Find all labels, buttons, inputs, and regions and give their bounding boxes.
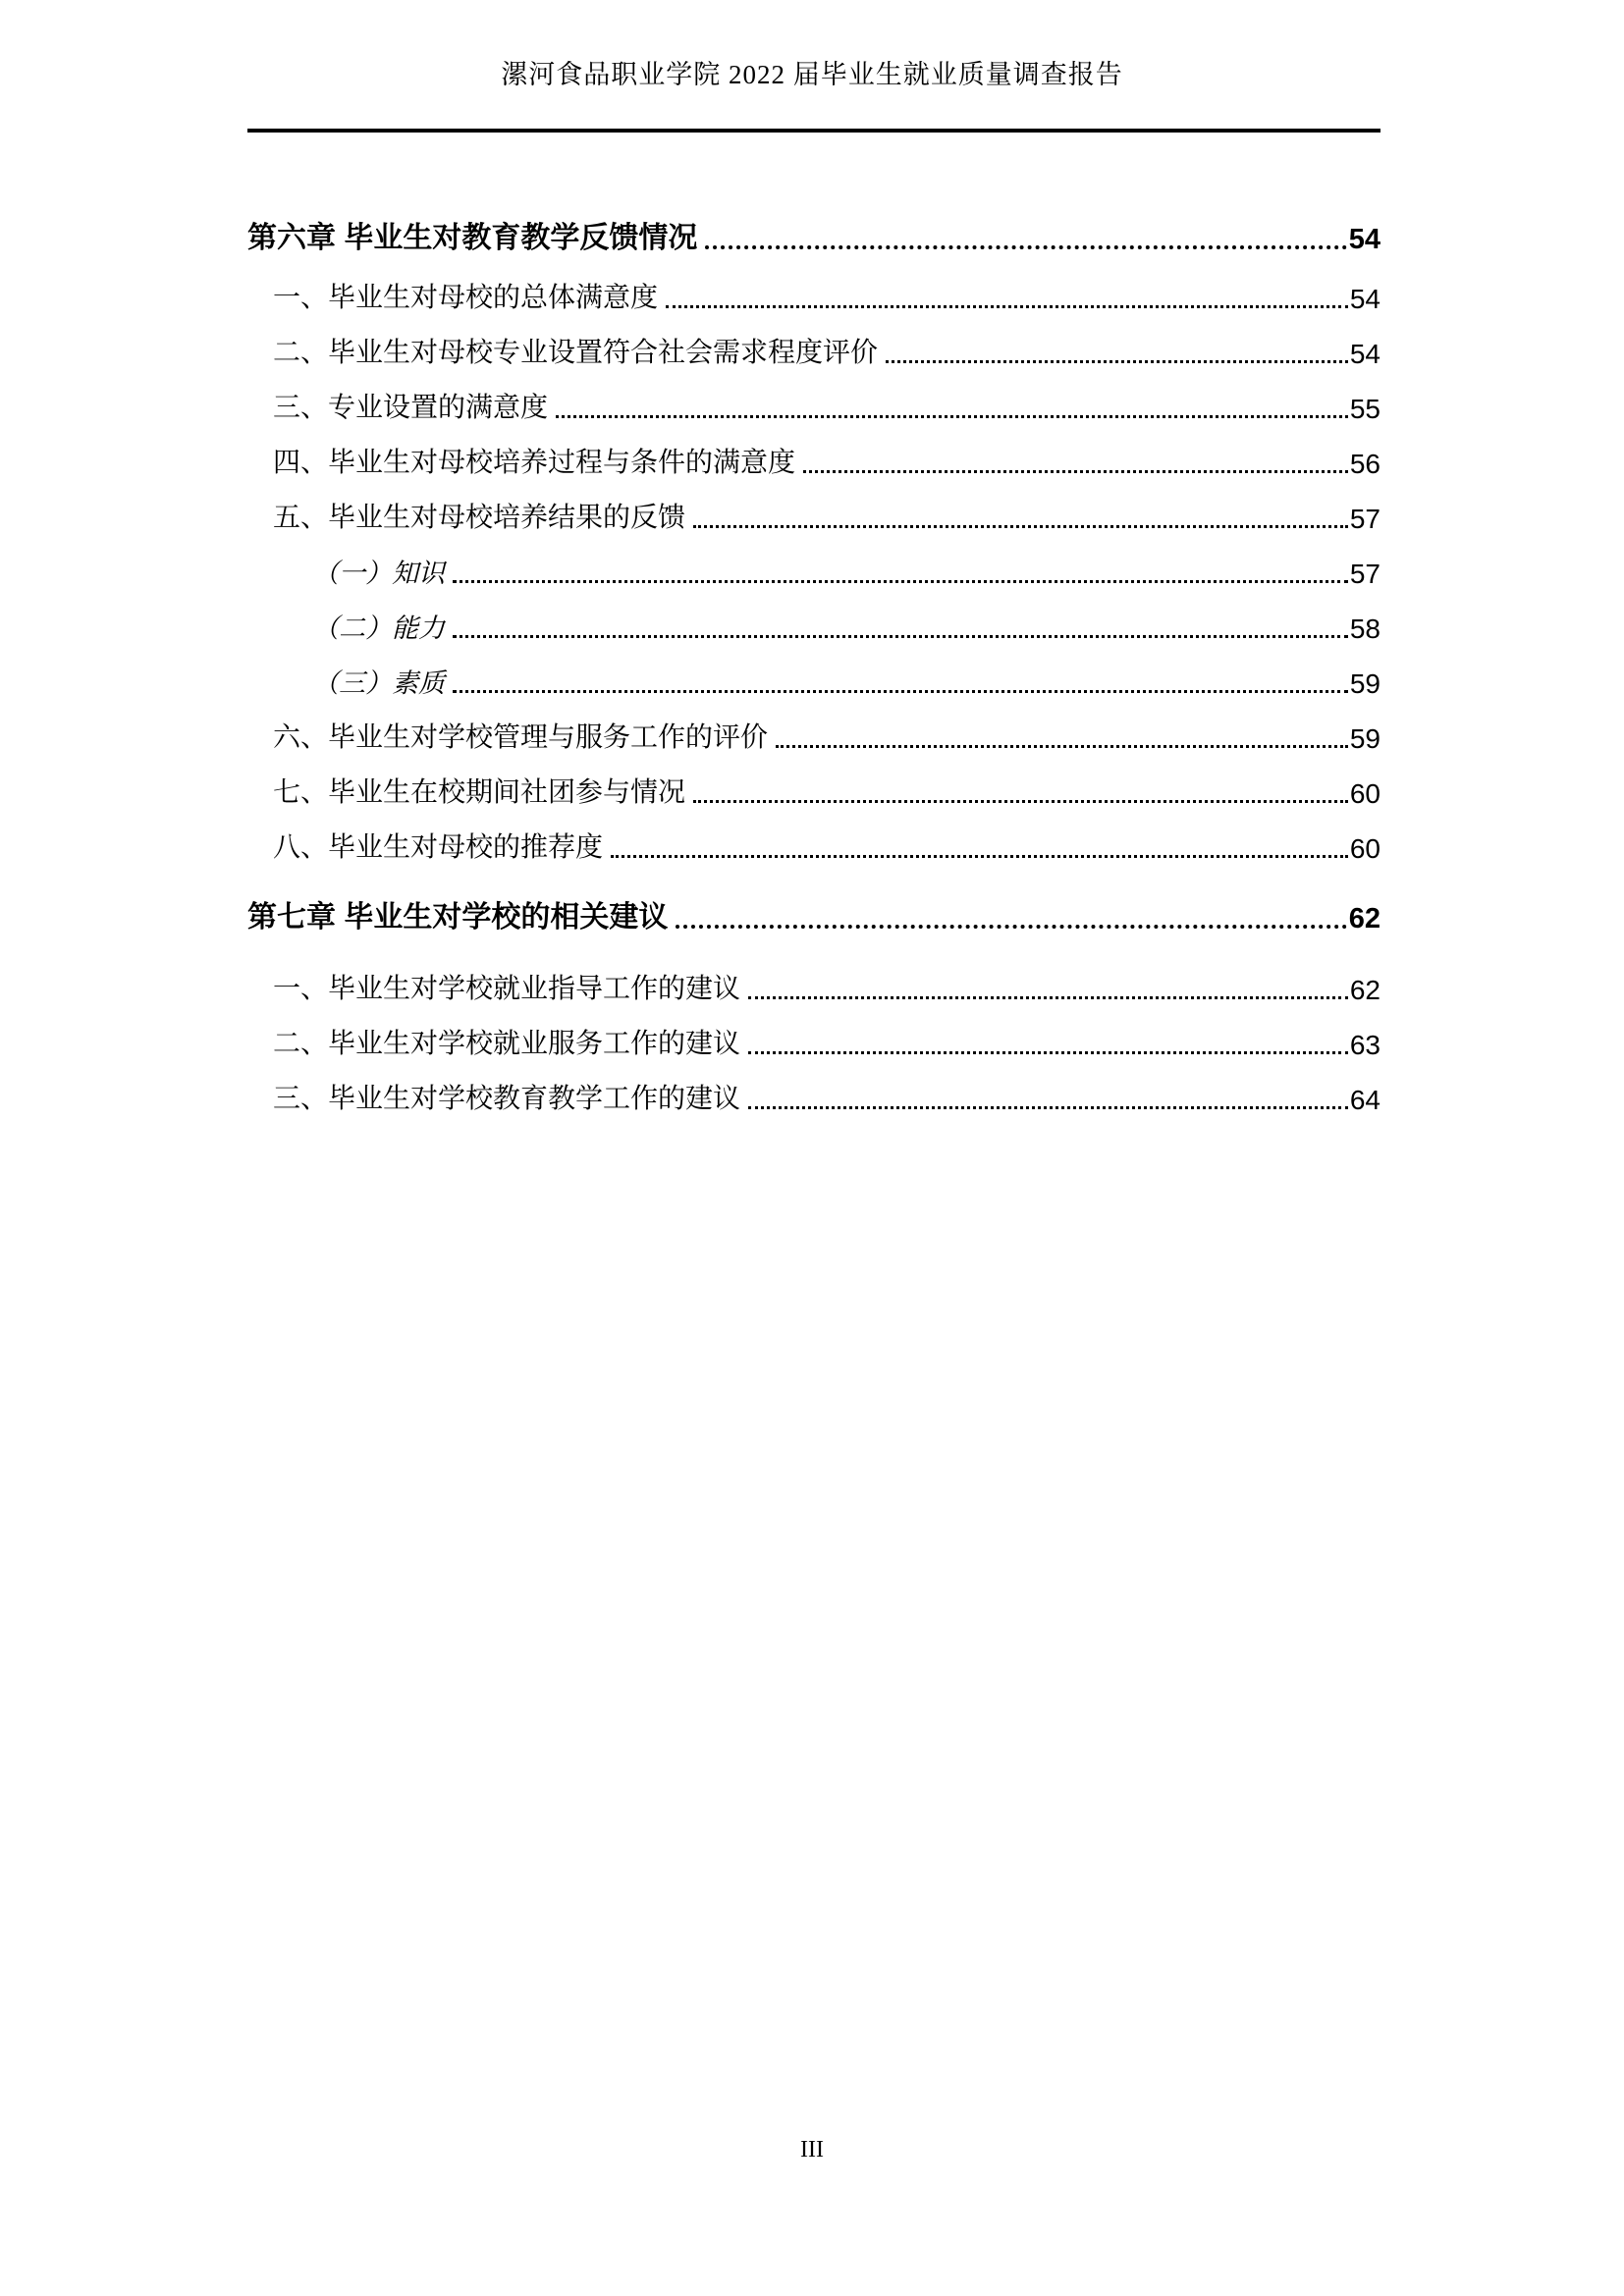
toc-entry-title: 三、毕业生对学校教育教学工作的建议 <box>273 1083 741 1113</box>
toc-entry-page: 54 <box>1348 224 1380 255</box>
toc-entry-page: 60 <box>1349 778 1380 809</box>
dot-leader <box>693 800 1348 803</box>
toc-entry-page: 54 <box>1349 339 1380 369</box>
toc-entry[interactable] <box>247 390 1380 425</box>
table-of-contents <box>247 215 1380 1136</box>
dot-leader <box>666 305 1348 308</box>
toc-entry-title: 七、毕业生在校期间社团参与情况 <box>273 776 686 807</box>
dot-leader <box>776 745 1348 748</box>
dot-leader <box>705 245 1346 249</box>
dot-leader <box>693 525 1348 528</box>
dot-leader <box>748 1106 1348 1109</box>
header-rule <box>247 129 1380 133</box>
toc-entry-title: 一、毕业生对母校的总体满意度 <box>273 282 659 312</box>
toc-entry-page: 55 <box>1349 394 1380 424</box>
toc-entry-sub[interactable] <box>247 665 1380 700</box>
toc-entry-page: 62 <box>1349 975 1380 1005</box>
toc-entry-chapter-7[interactable] <box>247 894 1380 935</box>
dot-leader <box>556 415 1348 418</box>
toc-entry-page: 62 <box>1348 903 1380 934</box>
toc-entry-title: 四、毕业生对母校培养过程与条件的满意度 <box>273 447 796 477</box>
toc-entry-page: 64 <box>1349 1085 1380 1115</box>
toc-entry-title: 二、毕业生对学校就业服务工作的建议 <box>273 1028 741 1058</box>
toc-entry-title: 一、毕业生对学校就业指导工作的建议 <box>273 973 741 1003</box>
toc-entry-title: 六、毕业生对学校管理与服务工作的评价 <box>273 721 769 752</box>
toc-entry-page: 58 <box>1349 614 1380 644</box>
toc-entry[interactable] <box>247 1026 1380 1061</box>
toc-entry-page: 60 <box>1349 833 1380 864</box>
toc-entry-page: 57 <box>1349 559 1380 589</box>
toc-entry-title: 五、毕业生对母校培养结果的反馈 <box>273 502 686 532</box>
toc-entry-title: 三、专业设置的满意度 <box>273 392 549 422</box>
dot-leader <box>748 996 1348 999</box>
toc-entry[interactable] <box>247 774 1380 810</box>
toc-entry-sub[interactable] <box>247 610 1380 645</box>
toc-entry-title: 第七章 毕业生对学校的相关建议 <box>247 901 669 934</box>
toc-entry[interactable] <box>247 971 1380 1006</box>
toc-entry[interactable] <box>247 280 1380 315</box>
toc-entry-page: 56 <box>1349 449 1380 479</box>
toc-entry-sub[interactable] <box>247 555 1380 590</box>
toc-entry-title: 二、毕业生对母校专业设置符合社会需求程度评价 <box>273 337 879 367</box>
toc-entry[interactable] <box>247 829 1380 865</box>
dot-leader <box>748 1051 1348 1054</box>
dot-leader <box>803 470 1348 473</box>
dot-leader <box>453 635 1348 638</box>
toc-entry[interactable] <box>247 720 1380 755</box>
toc-entry[interactable] <box>247 335 1380 370</box>
dot-leader <box>453 580 1348 583</box>
toc-entry-page: 57 <box>1349 504 1380 534</box>
toc-entry-title: 八、毕业生对母校的推荐度 <box>273 831 604 862</box>
toc-entry-title: （一）知识 <box>312 559 445 588</box>
toc-entry-page: 59 <box>1349 668 1380 699</box>
dot-leader <box>676 925 1346 929</box>
toc-entry[interactable] <box>247 500 1380 535</box>
toc-entry[interactable] <box>247 445 1380 480</box>
toc-entry-title: 第六章 毕业生对教育教学反馈情况 <box>247 222 698 254</box>
toc-entry-chapter-6[interactable] <box>247 215 1380 256</box>
toc-entry-page: 59 <box>1349 723 1380 754</box>
toc-entry-title: （三）素质 <box>312 668 445 698</box>
toc-entry-page: 54 <box>1349 284 1380 314</box>
toc-entry[interactable] <box>247 1081 1380 1116</box>
header-title: 漯河食品职业学院 2022 届毕业生就业质量调查报告 <box>501 60 1123 89</box>
dot-leader <box>886 360 1348 363</box>
dot-leader <box>611 855 1348 858</box>
page-number: III <box>800 2137 824 2163</box>
dot-leader <box>453 690 1348 693</box>
toc-entry-title: （二）能力 <box>312 614 445 643</box>
toc-entry-page: 63 <box>1349 1030 1380 1060</box>
